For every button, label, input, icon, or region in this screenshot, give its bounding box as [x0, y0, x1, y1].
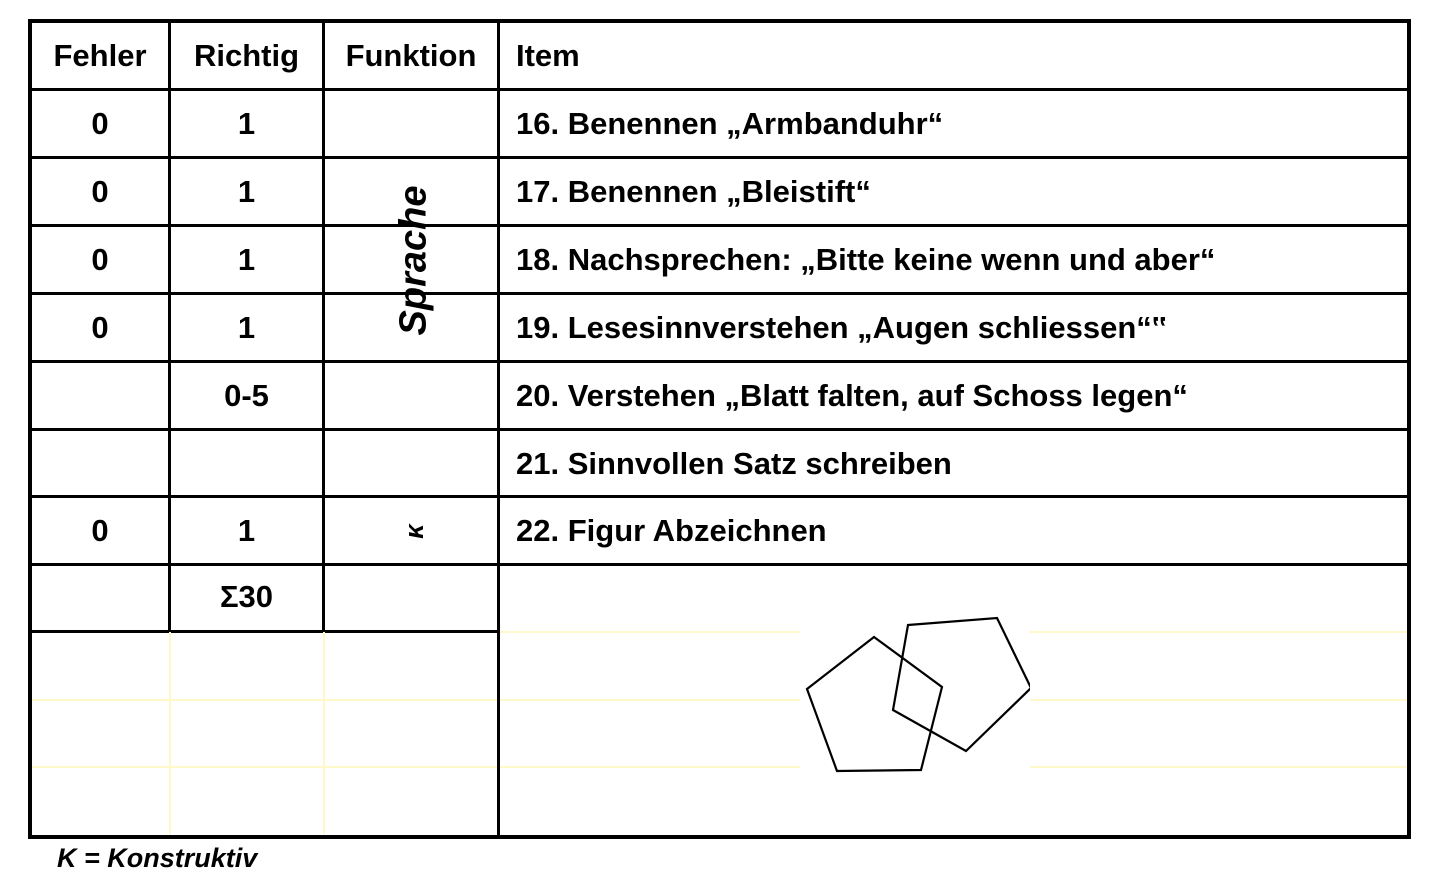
- faint-divider: [1030, 766, 1407, 768]
- funktion-sprache-label: [332, 160, 496, 360]
- pentagons-drawing: [800, 585, 1030, 805]
- faint-divider: [169, 632, 171, 834]
- item-text: 20. Verstehen „Blatt falten, auf Schoss legen“: [516, 378, 1188, 413]
- faint-divider: [32, 699, 498, 701]
- richtig-value: 0-5: [224, 378, 269, 413]
- faint-divider: [1030, 699, 1407, 701]
- item-text: [516, 566, 796, 630]
- fehler-value: [32, 363, 168, 428]
- pentagon-right: [893, 618, 1030, 751]
- fehler-value: [32, 431, 168, 495]
- item-text: 19. Lesesinnverstehen „Augen schliessen“‟: [516, 310, 1168, 345]
- fehler-value: 0: [91, 513, 109, 548]
- funktion-konstruktiv-text: κ: [398, 523, 429, 539]
- richtig-value: [171, 431, 322, 495]
- fehler-value: [32, 566, 168, 630]
- item-text: 18. Nachsprechen: „Bitte keine wenn und aber“: [516, 242, 1216, 277]
- richtig-value: 1: [237, 310, 256, 345]
- pentagon-left: [807, 637, 942, 771]
- richtig-value: 1: [237, 174, 256, 209]
- richtig-value: 1: [237, 513, 256, 548]
- column-divider: [322, 23, 325, 631]
- item-text: 17. Benennen „Bleistift“: [516, 174, 871, 209]
- faint-divider: [323, 632, 325, 834]
- row-divider: [32, 630, 499, 633]
- faint-divider: [500, 631, 800, 633]
- faint-divider: [1030, 631, 1407, 633]
- faint-divider: [500, 766, 800, 768]
- column-divider: [497, 23, 500, 835]
- total-score: Σ30: [219, 578, 274, 614]
- faint-divider: [500, 699, 800, 701]
- intersecting-pentagons-figure: [800, 585, 1030, 805]
- fehler-value: 0: [91, 106, 109, 141]
- fehler-value: 0: [91, 310, 109, 345]
- funktion-konstruktiv-label: [332, 498, 496, 564]
- faint-divider: [32, 766, 498, 768]
- richtig-value: 1: [237, 242, 256, 277]
- item-text: 16. Benennen „Armbanduhr“: [516, 106, 944, 141]
- item-text: 22. Figur Abzeichnen: [516, 513, 827, 548]
- funktion-sprache-text: Sprache: [392, 185, 435, 335]
- header-richtig: Richtig: [193, 38, 300, 73]
- item-text: 21. Sinnvollen Satz schreiben: [516, 445, 952, 481]
- legend-footnote: K = Konstruktiv: [57, 843, 258, 873]
- fehler-value: 0: [91, 242, 109, 277]
- fehler-value: 0: [91, 174, 109, 209]
- header-item: Item: [516, 38, 580, 73]
- richtig-value: 1: [237, 106, 256, 141]
- header-funktion: Funktion: [345, 38, 477, 73]
- header-fehler: Fehler: [53, 38, 147, 73]
